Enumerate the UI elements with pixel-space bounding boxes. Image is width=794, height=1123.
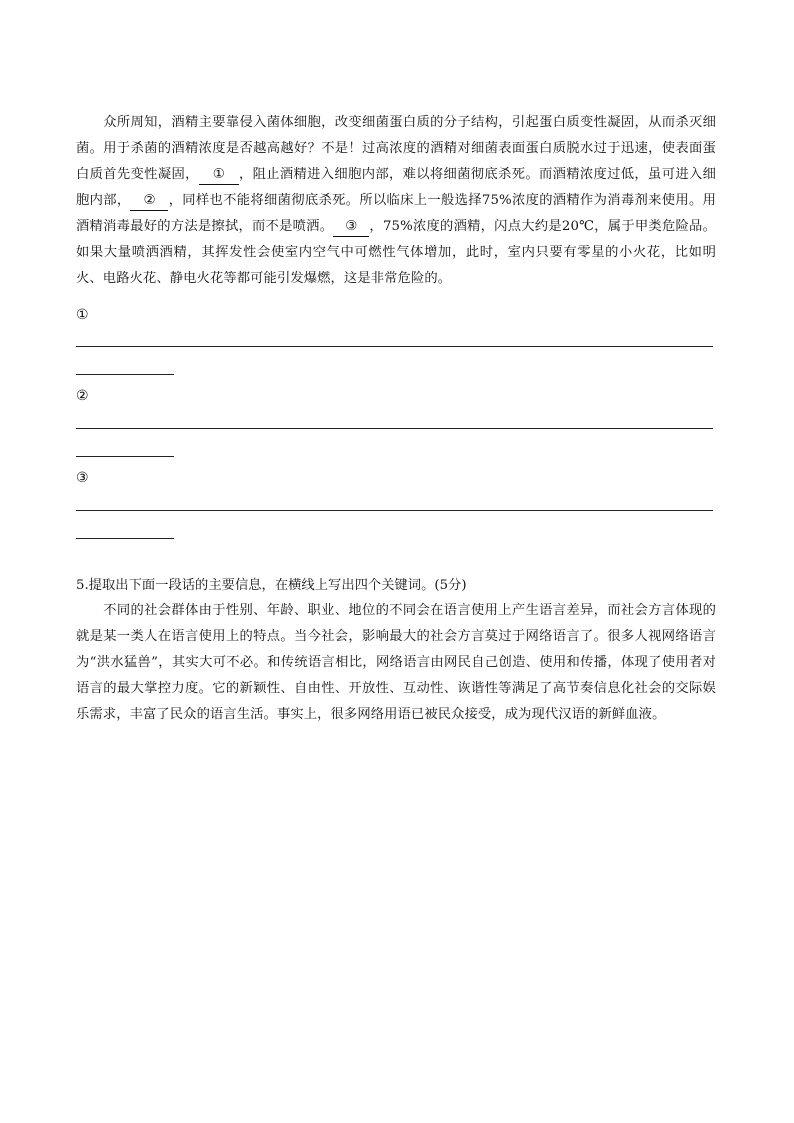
answer-line-1-continued[interactable] bbox=[76, 374, 174, 375]
passage-text-4: ，75%浓度的酒精，闪点大约是20℃，属于甲类危险品。如果大量喷洒酒精，其挥发性会使室内空气中可燃性气体增加，此时，室内只要有零星的小火花，比如明火、电路火花、静电火花等都可能引发爆燃，这是非常危险的。 bbox=[76, 219, 716, 286]
answer-marker-3: ③ bbox=[76, 470, 89, 486]
question-5-title: 5.提取出下面一段话的主要信息，在横线上写出四个关键词。(5分) bbox=[76, 578, 467, 593]
question-5-passage: 不同的社会群体由于性别、年龄、职业、地位的不同会在语言使用上产生语言差异，而社会方言体现的就是某一类人在语言使用上的特点。当今社会，影响最大的社会方言莫过于网络语言了。很多人视网络语言为“洪水猛兽”，其实大可不必。和传统语言相比，网络语言由网民自己创造、使用和传播，体现了使用者对语言的最大掌控力度。它的新颖性、自由性、开放性、互动性、诙谐性等满足了高节奏信息化社会的交际娱乐需求，丰富了民众的语言生活。事实上，很多网络用语已被民众接受，成为现代汉语的新鲜血液。 bbox=[76, 603, 716, 722]
blank-3[interactable]: ③ bbox=[333, 218, 369, 237]
answer-line-1[interactable] bbox=[76, 346, 713, 347]
answer-marker-1: ① bbox=[76, 307, 89, 323]
blank-2[interactable]: ② bbox=[130, 192, 168, 211]
answer-line-2-continued[interactable] bbox=[76, 456, 174, 457]
network-language-passage bbox=[76, 598, 716, 728]
alcohol-passage bbox=[76, 110, 716, 292]
passage-text-3: ，同样也不能将细菌彻底杀死。所以临床上一般选择75%浓度的酒精作为消毒剂来使用。用酒精消毒最好的方法是擦拭，而不是喷洒。 bbox=[76, 193, 716, 234]
passage-text-1: 众所周知，酒精主要靠侵入菌体细胞，改变细菌蛋白质的分子结构，引起蛋白质变性凝固，从而杀灭细菌。用于杀菌的酒精浓度是否越高越好？不是！过高浓度的酒精对细菌表面蛋白质脱水过于迅速，使表面蛋白质首先变性凝固， bbox=[76, 115, 716, 182]
passage-text-2: ，阻止酒精进入细胞内部，难以将细菌彻底杀死。而酒精浓度过低，虽可进入细胞内部， bbox=[76, 167, 717, 208]
blank-1[interactable]: ① bbox=[199, 166, 239, 185]
answer-line-3-continued[interactable] bbox=[76, 538, 174, 539]
answer-line-3[interactable] bbox=[76, 510, 713, 511]
answer-line-2[interactable] bbox=[76, 428, 713, 429]
answer-marker-2: ② bbox=[76, 388, 89, 404]
